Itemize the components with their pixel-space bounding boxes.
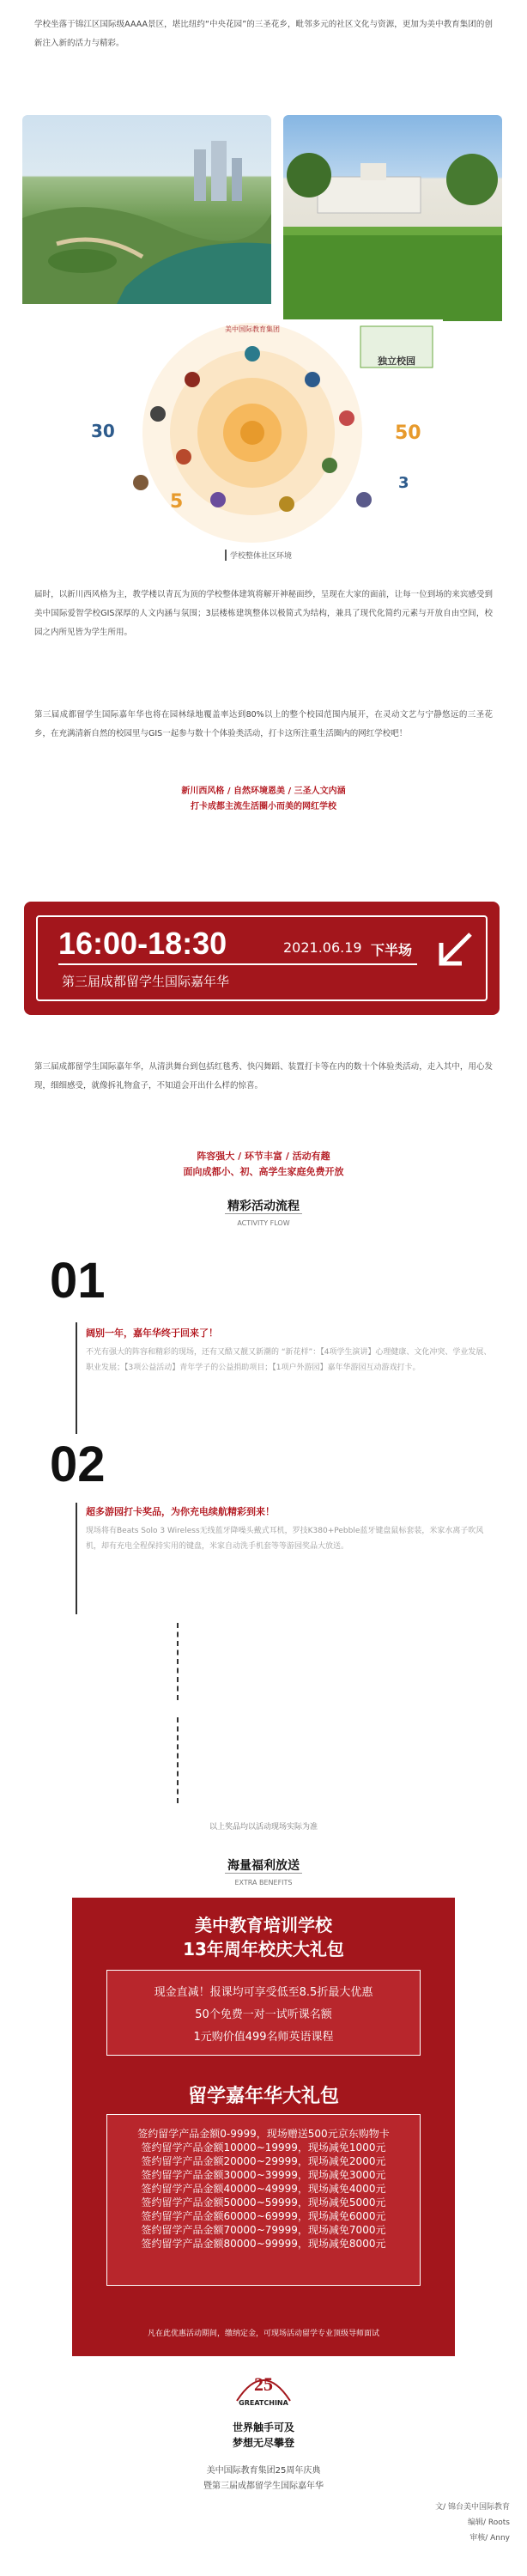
flow-title-underline [225,1213,302,1214]
card2-line-8: 签约留学产品金额70000~79999，现场减免7000元 [141,2224,386,2236]
map-number-5: 5 [170,491,184,513]
carnival-paragraph: 第三届成都留学生国际嘉年华也将在园林绿地覆盖率达到80%以上的整个校园范围内展开，在灵动文艺与宁静悠远的三圣花乡，在充满清新自然的校园里与GIS一起参与数十个体验类活动，打卡这所注重生活圈内的网红学校吧！ [34,710,493,738]
flow-footnote: 以上奖品均以活动现场实际为准 [209,1823,318,1832]
map-caption-text: 学校整体社区环境 [230,552,293,561]
card2-line-1: 签约留学产品金额0-9999，现场赠送500元京东购物卡 [137,2128,390,2140]
card2-line-9: 签约留学产品金额80000~99999，现场减免8000元 [141,2238,386,2250]
flow-item-01-desc: 不光有强大的阵容和精彩的现场，还有又酷又靓又新潮的 “新花样”：【4项学生演讲】心理健康、文化冲突、学业发展、职业发展；【3项公益活动】青年学子的公益捐助项目；【1项户外游园】嘉年华游园互动游戏打卡。 [86,1348,492,1372]
card1-offer-3: 1元购价值499名师英语课程 [193,2031,334,2044]
credit-editor: 编辑/ Roots [468,2518,510,2527]
flow-number-02: 02 [50,1437,106,1492]
card1-offer-1: 现金直减！报课均可享受低至8.5折最大优惠 [154,1986,373,1999]
flow-item-01-border [76,1322,77,1434]
map-number-30: 30 [91,421,115,441]
credit-author: 文/ 锦台美中国际教育 [435,2503,510,2512]
slogan-line-2: 打卡成都主流生活圈小而美的网红学校 [191,802,336,811]
credit-reviewer: 审核/ Anny [469,2534,510,2543]
benefits-title-underline [225,1873,302,1874]
card2-line-6: 签约留学产品金额50000~59999，现场减免5000元 [141,2196,386,2208]
card1-title-line1: 美中教育培训学校 [195,1915,332,1935]
arrow-down-left-icon [436,931,474,969]
logo-slogan-2: 梦想无尽攀登 [232,2437,294,2449]
flow-number-01: 01 [50,1253,106,1309]
closing-line-2: 暨第三届成都留学生国际嘉年华 [203,2482,324,2491]
flow-title: 精彩活动流程 [227,1200,300,1213]
card2-line-3: 签约留学产品金额20000~29999，现场减免2000元 [141,2155,386,2167]
card1-title-line2: 13年周年校庆大礼包 [183,1939,344,1959]
card2-title: 留学嘉年华大礼包 [187,2086,339,2107]
highlight-line-1: 阵容强大 / 环节丰富 / 活动有趣 [197,1151,330,1162]
closing-line-1: 美中国际教育集团25周年庆典 [206,2466,321,2476]
benefits-subtitle: EXTRA BENEFITS [234,1879,293,1886]
highlight-line-2: 面向成都小、初、高学生家庭免费开放 [183,1166,344,1177]
benefits-note: 凡在此优惠活动期间，缴纳定金，可现场活动留学专业顶级导师面试 [147,2330,379,2338]
map-campus-label: 独立校园 [378,355,415,367]
map-number-3: 3 [398,474,409,492]
logo-number: 25 [254,2373,273,2395]
banner-half: 下半场 [371,942,413,958]
banner-event-name: 第三届成都留学生国际嘉年华 [62,974,230,989]
benefits-card [72,1898,455,2356]
benefits-title: 海量福利放送 [227,1859,300,1873]
card2-line-2: 签约留学产品金额10000~19999，现场减免1000元 [141,2142,386,2154]
event-banner [24,902,500,1015]
card2-line-7: 签约留学产品金额60000~69999，现场减免6000元 [141,2210,386,2222]
flow-dotted-line-1 [177,1623,179,1700]
card2-line-4: 签约留学产品金额30000~39999，现场减免3000元 [141,2169,386,2181]
banner-date: 2021.06.19 [283,939,362,956]
slogan-line-1: 新川西风格 / 自然环境恩美 / 三圣人文内涵 [181,787,346,796]
building-paragraph: 届时，以新川西风格为主，教学楼以青瓦为顶的学校整体建筑将解开神秘面纱，呈现在大家的面前，让每一位到场的来宾感受到美中国际爱智学校GIS深厚的人文内涵与氛围；3层楼栋建筑整体以极简式为结构，兼具了现代化简约元素与开放自由空间，校园之内所见皆为学生所用。 [34,590,493,637]
flow-item-02-title: 超多游园打卡奖品，为你充电续航精彩到来！ [86,1506,275,1517]
banner-divider [58,963,417,965]
campus-lawn-photo [283,115,502,321]
flow-dotted-line-2 [177,1717,179,1803]
banner-time: 16:00-18:30 [58,926,227,961]
map-center-logo-text: 美中国际教育集团 [225,325,280,333]
lawn-photo-art [283,115,502,321]
campus-garden-photo [22,115,271,304]
card2-list-box [106,2114,421,2286]
intro-paragraph: 学校坐落于锦江区国际级AAAA景区，堪比纽约“中央花园”的三圣花乡，毗邻多元的社区文化与资源，更加为美中教育集团的创新注入新的活力与精彩。 [34,20,493,48]
community-map [89,319,443,544]
flow-subtitle: ACTIVITY FLOW [237,1219,290,1227]
map-number-50: 50 [395,422,421,444]
card1-offer-2: 50个免费一对一试听课名额 [195,2008,332,2021]
card2-line-5: 签约留学产品金额40000~49999，现场减免4000元 [141,2183,386,2195]
card1-offer-box [106,1970,421,2056]
flow-item-01-title: 阔别一年，嘉年华终于回来了！ [86,1327,218,1339]
greatchina-logo [228,2363,299,2415]
garden-photo-art [22,115,271,304]
map-caption [225,550,292,561]
logo-slogan-1: 世界触手可及 [232,2421,294,2433]
logo-text: GREATCHINA [239,2399,288,2407]
flow-item-02-desc: 现场将有Beats Solo 3 Wireless无线蓝牙降噪头戴式耳机，罗技K380+Pebble蓝牙键盘鼠标套装，米家水离子吹风机，却有充电全程保持实用的键盘，米家自动洗手机套等等游园奖品大放送。 [86,1527,484,1551]
activities-paragraph: 第三届成都留学生国际嘉年华，从清洪舞台到包括红毯秀、快闪舞蹈、装置打卡等在内的数十个体验类活动，走入其中，用心发现，细细感受，就像拆礼物盒子，不知道会开出什么样的惊喜。 [34,1062,493,1091]
flow-item-02-border [76,1503,77,1614]
